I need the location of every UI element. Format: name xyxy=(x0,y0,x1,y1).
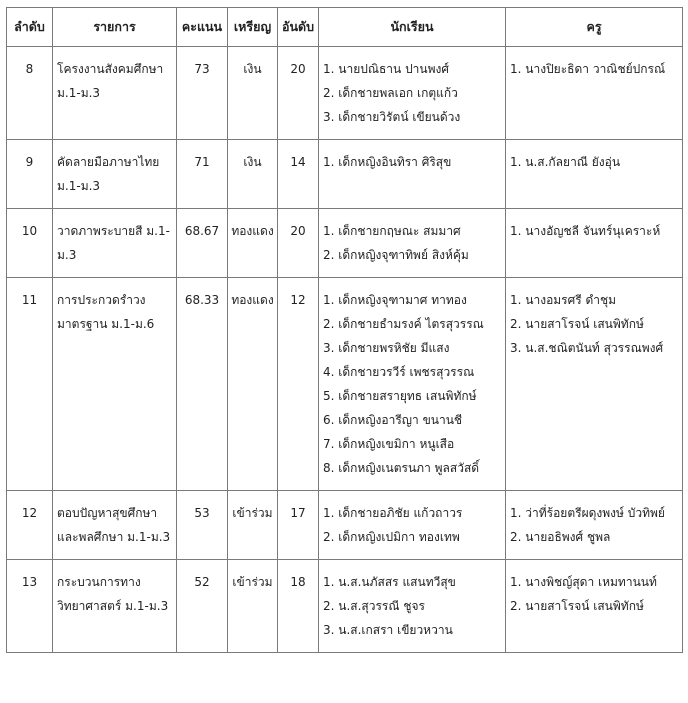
cell-item-text: ตอบปัญหาสุขศึกษาและพลศึกษา ม.1-ม.3 xyxy=(57,506,171,544)
cell-students xyxy=(319,278,506,491)
cell-item-text: วาดภาพระบายสี ม.1-ม.3 xyxy=(57,224,170,262)
cell-no xyxy=(7,140,53,209)
teacher-name: 2. นายอธิพงศ์ ชูพล xyxy=(510,530,611,544)
student-name: 2. เด็กชายธำมรงค์ ไตรสุวรรณ xyxy=(323,317,484,331)
student-name: 1. นายปณิธาน ปานพงศ์ xyxy=(323,62,450,76)
cell-rank-text: 20 xyxy=(290,62,306,76)
cell-score-text: 71 xyxy=(194,155,210,169)
student-name: 1. น.ส.นภัสสร แสนทวีสุข xyxy=(323,575,456,589)
cell-item-text: โครงงานสังคมศึกษา ม.1-ม.3 xyxy=(57,62,164,100)
teacher-name: 1. นางพิชญ์สุดา เหมทานนท์ xyxy=(510,575,657,589)
competition-results-table xyxy=(6,7,683,653)
student-name: 2. เด็กหญิงจุฑาทิพย์ สิงห์คุ้ม xyxy=(323,248,469,262)
teacher-name: 1. ว่าที่ร้อยตรีผดุงพงษ์ บัวทิพย์ xyxy=(510,506,665,520)
cell-medal xyxy=(228,491,278,560)
cell-score-text: 73 xyxy=(194,62,210,76)
cell-rank xyxy=(278,560,319,653)
cell-rank-text: 20 xyxy=(290,224,306,238)
cell-medal-text: ทองแดง xyxy=(231,293,274,307)
cell-score xyxy=(177,278,228,491)
student-name: 3. เด็กชายพรหิชัย มีแสง xyxy=(323,341,450,355)
cell-students xyxy=(319,47,506,140)
student-name: 1. เด็กหญิงจุฑามาศ ทาทอง xyxy=(323,293,467,307)
cell-medal-text: เงิน xyxy=(243,62,262,76)
cell-medal xyxy=(228,47,278,140)
cell-score xyxy=(177,491,228,560)
student-name: 3. เด็กชายวิรัตน์ เขียนด้วง xyxy=(323,110,461,124)
cell-teachers xyxy=(506,209,683,278)
cell-no-text: 8 xyxy=(25,62,34,76)
cell-no xyxy=(7,491,53,560)
cell-medal-text: เข้าร่วม xyxy=(232,575,273,589)
teacher-name: 1. นางปิยะธิดา วาณิชย์ปกรณ์ xyxy=(510,62,666,76)
header-item: รายการ xyxy=(53,8,177,47)
cell-medal xyxy=(228,209,278,278)
cell-rank xyxy=(278,209,319,278)
header-score: คะแนน xyxy=(177,8,228,47)
header-rank: อันดับ xyxy=(278,8,319,47)
table-row xyxy=(7,47,683,140)
teacher-name: 3. น.ส.ชณิตนันท์ สุวรรณพงศ์ xyxy=(510,341,664,355)
student-name: 1. เด็กชายอภิชัย แก้วถาวร xyxy=(323,506,463,520)
student-name: 2. น.ส.สุวรรณี ชูจร xyxy=(323,599,425,613)
cell-students xyxy=(319,140,506,209)
cell-rank xyxy=(278,278,319,491)
cell-score xyxy=(177,47,228,140)
cell-item xyxy=(53,491,177,560)
header-medal: เหรียญ xyxy=(228,8,278,47)
cell-item-text: คัดลายมือภาษาไทย ม.1-ม.3 xyxy=(57,155,160,193)
teacher-name: 1. นางอัญชลี จันทร์นุเคราะห์ xyxy=(510,224,661,238)
cell-no xyxy=(7,47,53,140)
cell-no xyxy=(7,209,53,278)
cell-students xyxy=(319,491,506,560)
cell-teachers xyxy=(506,140,683,209)
cell-rank-text: 17 xyxy=(290,506,306,520)
cell-students xyxy=(319,560,506,653)
cell-score-text: 68.67 xyxy=(184,224,220,238)
cell-teachers xyxy=(506,47,683,140)
cell-medal xyxy=(228,140,278,209)
cell-teachers xyxy=(506,491,683,560)
cell-medal xyxy=(228,560,278,653)
cell-no xyxy=(7,278,53,491)
cell-score-text: 53 xyxy=(194,506,210,520)
cell-item xyxy=(53,47,177,140)
cell-medal-text: ทองแดง xyxy=(231,224,274,238)
student-name: 5. เด็กชายสรายุทธ เสนพิทักษ์ xyxy=(323,389,477,403)
teacher-name: 1. น.ส.กัลยาณี ยังอุ่น xyxy=(510,155,621,169)
cell-item-text: กระบวนการทางวิทยาศาสตร์ ม.1-ม.3 xyxy=(57,575,169,613)
table-row xyxy=(7,140,683,209)
cell-score-text: 68.33 xyxy=(184,293,220,307)
teacher-name: 1. นางอมรศรี ดำชุม xyxy=(510,293,617,307)
cell-item xyxy=(53,209,177,278)
student-name: 2. เด็กชายพลเอก เกตุแก้ว xyxy=(323,86,458,100)
student-name: 8. เด็กหญิงเนตรนภา พูลสวัสดิ์ xyxy=(323,461,480,475)
cell-score-text: 52 xyxy=(194,575,210,589)
header-no: ลำดับ xyxy=(7,8,53,47)
cell-item xyxy=(53,278,177,491)
table-body xyxy=(7,47,683,653)
cell-rank xyxy=(278,140,319,209)
student-name: 3. น.ส.เกสรา เขียวหวาน xyxy=(323,623,453,637)
table-row xyxy=(7,560,683,653)
student-name: 6. เด็กหญิงอารีญา ขนานชี xyxy=(323,413,463,427)
cell-item xyxy=(53,560,177,653)
student-name: 2. เด็กหญิงเปมิกา ทองเทพ xyxy=(323,530,460,544)
header-students: นักเรียน xyxy=(319,8,506,47)
table-row xyxy=(7,491,683,560)
cell-no-text: 12 xyxy=(21,506,38,520)
cell-score xyxy=(177,209,228,278)
cell-score xyxy=(177,560,228,653)
table-row xyxy=(7,209,683,278)
table-row xyxy=(7,278,683,491)
header-row xyxy=(7,8,683,47)
header-teachers: ครู xyxy=(506,8,683,47)
cell-no-text: 10 xyxy=(21,224,38,238)
cell-rank-text: 12 xyxy=(290,293,306,307)
cell-medal-text: เงิน xyxy=(243,155,262,169)
cell-no xyxy=(7,560,53,653)
cell-rank xyxy=(278,491,319,560)
cell-teachers xyxy=(506,560,683,653)
cell-students xyxy=(319,209,506,278)
teacher-name: 2. นายสาโรจน์ เสนพิทักษ์ xyxy=(510,599,644,613)
cell-item xyxy=(53,140,177,209)
cell-rank-text: 18 xyxy=(290,575,306,589)
cell-medal-text: เข้าร่วม xyxy=(232,506,273,520)
cell-score xyxy=(177,140,228,209)
cell-no-text: 13 xyxy=(21,575,38,589)
cell-rank-text: 14 xyxy=(290,155,306,169)
student-name: 7. เด็กหญิงเขมิกา หนูเสือ xyxy=(323,437,455,451)
cell-teachers xyxy=(506,278,683,491)
student-name: 1. เด็กหญิงอินทิรา ศิริสุข xyxy=(323,155,452,169)
teacher-name: 2. นายสาโรจน์ เสนพิทักษ์ xyxy=(510,317,644,331)
cell-rank xyxy=(278,47,319,140)
cell-item-text: การประกวดรำวงมาตรฐาน ม.1-ม.6 xyxy=(57,293,155,331)
student-name: 1. เด็กชายกฤษณะ สมมาศ xyxy=(323,224,461,238)
cell-medal xyxy=(228,278,278,491)
cell-no-text: 9 xyxy=(25,155,34,169)
cell-no-text: 11 xyxy=(21,293,38,307)
student-name: 4. เด็กชายวรวีร์ เพชรสุวรรณ xyxy=(323,365,475,379)
